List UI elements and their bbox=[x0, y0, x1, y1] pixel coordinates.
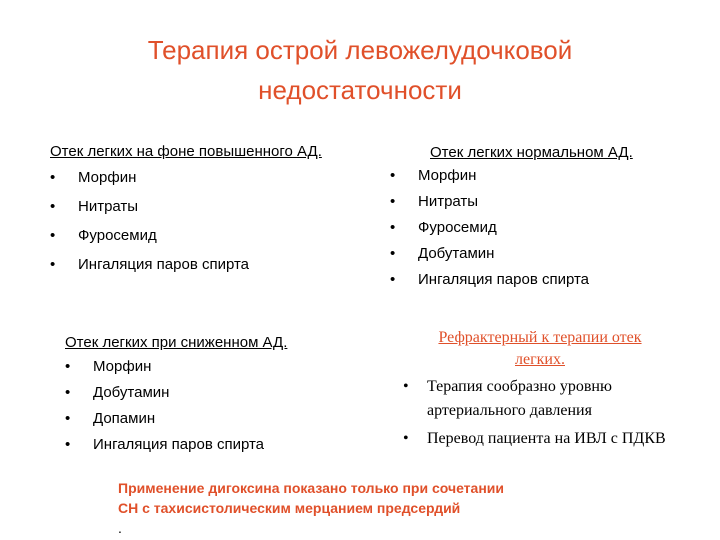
list-item: • Нитраты bbox=[50, 192, 322, 221]
high-bp-heading: Отек легких на фоне повышенного АД. bbox=[50, 143, 322, 160]
high-bp-list bbox=[50, 163, 322, 279]
list-item: • Морфин bbox=[50, 163, 322, 192]
bullet-icon: • bbox=[390, 193, 396, 210]
bullet-icon: • bbox=[50, 227, 56, 244]
bullet-icon: • bbox=[390, 219, 396, 236]
bullet-icon: • bbox=[50, 256, 56, 273]
low-bp-list bbox=[65, 354, 287, 458]
bullet-icon: • bbox=[65, 384, 71, 401]
high-bp-block bbox=[50, 141, 322, 279]
digoxin-note-line-2: СН с тахисистолическим мерцанием предсердий . bbox=[118, 500, 461, 536]
list-item: • Добутамин bbox=[65, 380, 287, 406]
list-item: • Нитраты bbox=[390, 189, 633, 215]
slide-title-line-2: недостаточности bbox=[258, 75, 462, 105]
list-item: • Ингаляция паров спирта bbox=[65, 432, 287, 458]
list-item: • Допамин bbox=[65, 406, 287, 432]
low-bp-heading: Отек легких при сниженном АД. bbox=[65, 334, 288, 351]
list-item: • Ингаляция паров спирта bbox=[50, 250, 322, 279]
list-item: • Фуросемид bbox=[50, 221, 322, 250]
bullet-icon: • bbox=[65, 410, 71, 427]
refractory-list bbox=[395, 375, 685, 451]
note-period: . bbox=[118, 520, 122, 536]
bullet-icon: • bbox=[390, 271, 396, 288]
list-item: • Перевод пациента на ИВЛ с ПДКВ bbox=[395, 427, 685, 451]
digoxin-note bbox=[118, 478, 638, 538]
list-item: • Фуросемид bbox=[390, 215, 633, 241]
bullet-icon: • bbox=[390, 245, 396, 262]
bullet-icon: • bbox=[65, 358, 71, 375]
digoxin-note-line-1: Применение дигоксина показано только при сочетании bbox=[118, 480, 504, 496]
refractory-heading-line-1: Рефрактерный к терапии отек bbox=[438, 329, 642, 346]
refractory-heading-line-2: легких. bbox=[515, 351, 565, 368]
low-bp-block bbox=[65, 332, 287, 458]
list-item: • Морфин bbox=[65, 354, 287, 380]
refractory-heading bbox=[395, 327, 685, 371]
bullet-icon: • bbox=[403, 430, 409, 447]
list-item: • Ингаляция паров спирта bbox=[390, 267, 633, 293]
normal-bp-heading: Отек легких нормальном АД. bbox=[430, 144, 633, 161]
bullet-icon: • bbox=[65, 436, 71, 453]
slide-title-line-1: Терапия острой левожелудочковой bbox=[147, 35, 573, 65]
list-item: • Терапия сообразно уровню артериального давления bbox=[395, 375, 685, 423]
list-item: • Добутамин bbox=[390, 241, 633, 267]
bullet-icon: • bbox=[403, 378, 409, 395]
normal-bp-list bbox=[390, 163, 633, 293]
list-item: • Морфин bbox=[390, 163, 633, 189]
slide-title bbox=[60, 30, 660, 110]
refractory-block bbox=[395, 327, 685, 451]
bullet-icon: • bbox=[50, 169, 56, 186]
bullet-icon: • bbox=[50, 198, 56, 215]
normal-bp-block bbox=[390, 143, 633, 293]
bullet-icon: • bbox=[390, 167, 396, 184]
